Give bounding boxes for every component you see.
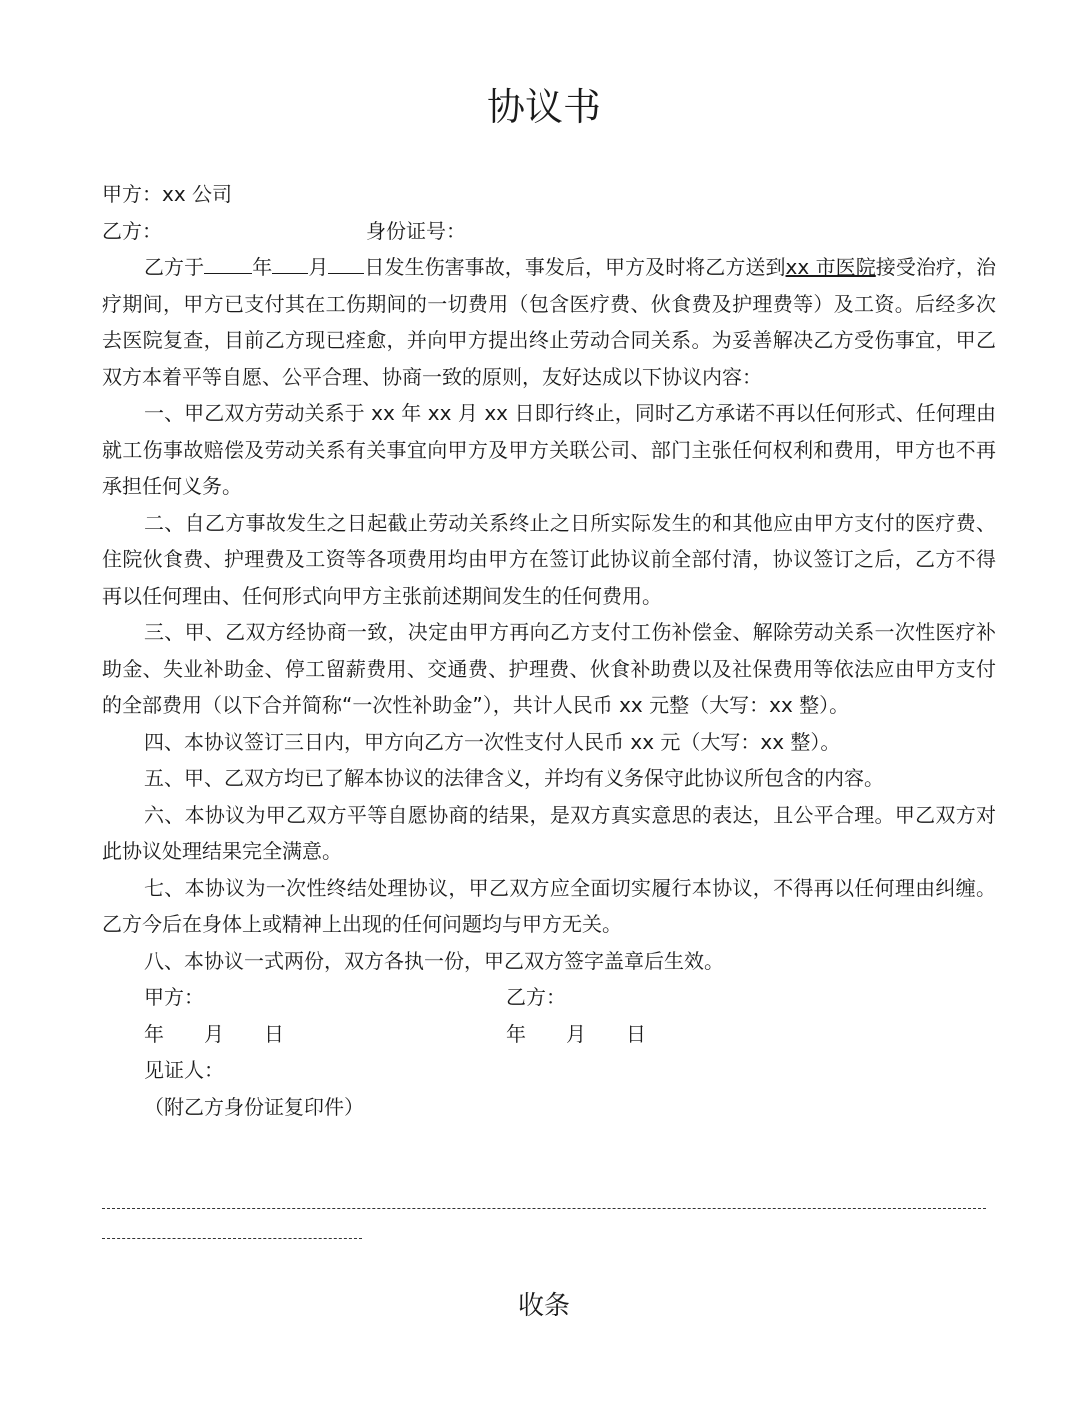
clause-3: 三、甲、乙双方经协商一致，决定由甲方再向乙方支付工伤补偿金、解除劳动关系一次性医疗补助金、失业补助金、停工留薪费用、交通费、护理费、伙食补助费以及社保费用等依法应由甲方支付的全部费用（以下合并简称“一次性补助金”），共计人民币 xx 元整（大写：xx 整）。 xyxy=(102,620,996,717)
signature-dates-row xyxy=(102,1016,996,1053)
party-a-date: 年 月 日 xyxy=(144,1021,284,1046)
document-body xyxy=(102,176,996,1125)
attachment-note: （附乙方身份证复印件） xyxy=(144,1094,364,1119)
year-blank xyxy=(204,251,252,274)
day-blank xyxy=(328,251,364,274)
hospital-name: xx 市医院 xyxy=(785,255,876,279)
clause-8: 八、本协议一式两份，双方各执一份，甲乙双方签字盖章后生效。 xyxy=(144,948,724,973)
party-b-signature-label: 乙方： xyxy=(506,985,566,1009)
clause-5: 五、甲、乙双方均已了解本协议的法律含义，并均有义务保守此协议所包含的内容。 xyxy=(144,766,884,790)
party-b-line xyxy=(102,213,996,250)
clause-2: 二、自乙方事故发生之日起截止劳动关系终止之日所实际发生的和其他应由甲方支付的医疗费、住院伙食费、护理费及工资等各项费用均由甲方在签订此协议前全部付清，协议签订之后，乙方不得再以任何理由、任何形式向甲方主张前述期间发生的任何费用。 xyxy=(102,510,996,608)
dashed-divider xyxy=(102,1196,986,1258)
party-a-signature-label: 甲方： xyxy=(144,985,204,1009)
clause-6: 六、本协议为甲乙双方平等自愿协商的结果，是双方真实意思的表达，且公平合理。甲乙双方对此协议处理结果完全满意。 xyxy=(102,802,996,863)
month-blank xyxy=(272,251,308,274)
party-b-date: 年 月 日 xyxy=(506,1021,646,1046)
signature-parties-row xyxy=(102,979,996,1016)
clause-1: 一、甲乙双方劳动关系于 xx 年 xx 月 xx 日即行终止，同时乙方承诺不再以任何形式、任何理由就工伤事故赔偿及劳动关系有关事宜向甲方及甲方关联公司、部门主张任何权利和费用，甲方也不再承担任何义务。 xyxy=(102,401,996,498)
clause-4: 四、本协议签订三日内，甲方向乙方一次性支付人民币 xx 元（大写：xx 整）。 xyxy=(144,729,841,754)
intro-paragraph: 乙方于 年 月 日发生伤害事故，事发后，甲方及时将乙方送到xx 市医院接受治疗，治疗期间，甲方已支付其在工伤期间的一切费用（包含医疗费、伙食费及护理费等）及工资。后经多次去医院复查，目前乙方现已痊愈，并向甲方提出终止劳动合同关系。为妥善解决乙方受伤事宜，甲乙双方本着平等自愿、公平合理、协商一致的原则，友好达成以下协议内容： xyxy=(102,249,996,395)
clause-7: 七、本协议为一次性终结处理协议，甲乙双方应全面切实履行本协议，不得再以任何理由纠缠。乙方今后在身体上或精神上出现的任何问题均与甲方无关。 xyxy=(102,875,996,936)
witness-label: 见证人： xyxy=(144,1058,224,1082)
id-number-label: 身份证号： xyxy=(366,218,466,243)
receipt-title: 收条 xyxy=(517,1291,570,1321)
party-a-line: 甲方：xx 公司 xyxy=(102,182,233,206)
party-b-label: 乙方： xyxy=(102,218,162,243)
document-title: 协议书 xyxy=(486,85,601,129)
